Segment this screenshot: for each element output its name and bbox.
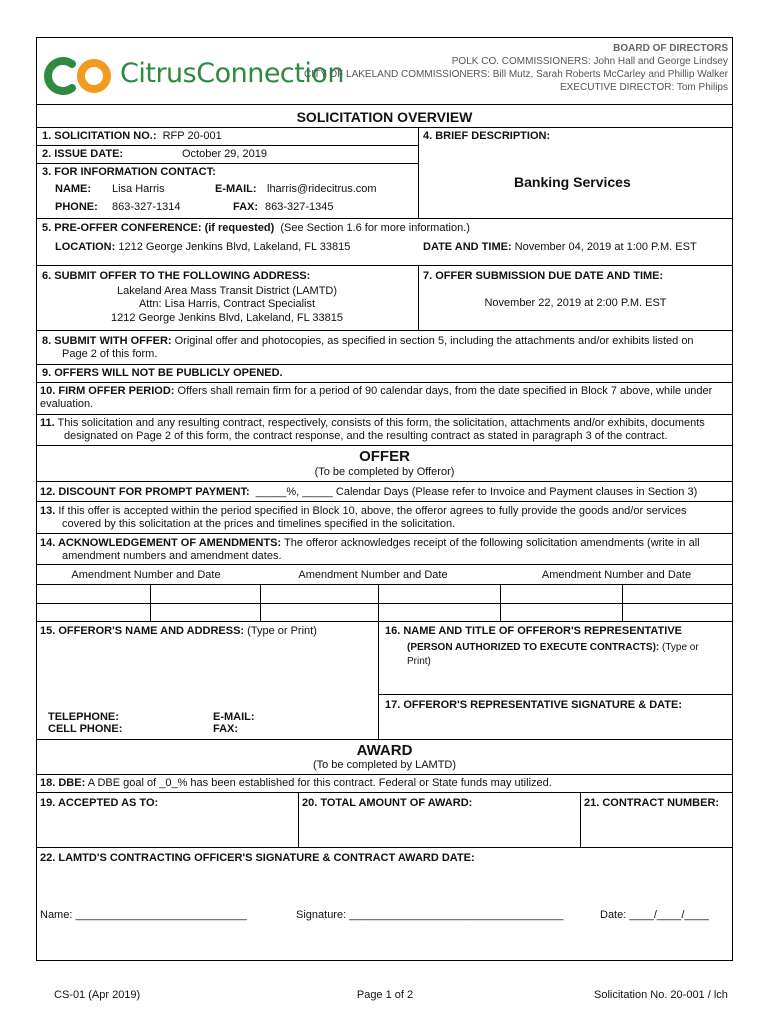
b16-note-2: Print) <box>407 656 431 667</box>
award-subtitle: (To be completed by LAMTD) <box>312 759 457 771</box>
representative-signature-field[interactable] <box>379 713 732 738</box>
issue-date: October 29, 2019 <box>182 148 268 160</box>
b6-line-3: 1212 George Jenkins Blvd, Lakeland, FL 33815 <box>111 312 343 324</box>
board-title: BOARD OF DIRECTORS <box>613 43 728 54</box>
brief-description: Banking Services <box>514 174 631 190</box>
offeror-email-label: E-MAIL: <box>213 711 255 723</box>
b8-label: 8. SUBMIT WITH OFFER: <box>42 335 172 347</box>
contact-phone-label: PHONE: <box>55 201 98 213</box>
offeror-fax-label: FAX: <box>213 723 239 735</box>
b4-label: 4. BRIEF DESCRIPTION: <box>423 130 551 142</box>
amend-header-3: Amendment Number and Date <box>541 569 692 581</box>
offeror-name-address-field[interactable] <box>37 640 377 695</box>
amendment-cell[interactable] <box>623 585 732 603</box>
offer-title: OFFER <box>359 448 410 465</box>
b15-label: 15. OFFEROR'S NAME AND ADDRESS: <box>40 625 245 637</box>
officer-name-line[interactable]: Name: ____________________________ <box>40 909 247 921</box>
contact-name-label: NAME: <box>55 183 92 195</box>
accepted-as-to-field[interactable] <box>37 812 297 846</box>
b1-label: 1. SOLICITATION NO.: <box>42 130 157 142</box>
b14-label: 14. ACKNOWLEDGEMENT OF AMENDMENTS: <box>40 537 282 549</box>
amendment-cell[interactable] <box>261 585 378 603</box>
b13-text-2: covered by this solicitation at the prices and timelines specified in the solicitation. <box>62 518 456 530</box>
b9-label: 9. OFFERS WILL NOT BE PUBLICLY OPENED. <box>42 367 283 379</box>
contact-fax-label: FAX: <box>233 201 259 213</box>
citrus-connection-logo-icon <box>42 56 114 96</box>
award-title: AWARD <box>356 742 413 759</box>
b20-label: 20. TOTAL AMOUNT OF AWARD: <box>302 797 473 809</box>
b19-label: 19. ACCEPTED AS TO: <box>40 797 159 809</box>
amendment-cell[interactable] <box>37 585 150 603</box>
b8-text-2: Page 2 of this form. <box>62 348 158 360</box>
contact-email[interactable]: lharris@ridecitrus.com <box>267 183 377 195</box>
b11-text-2: designated on Page 2 of this form, the contract response, and the resulting contract as stated in paragraph 3 of the contract. <box>64 430 668 442</box>
b22-label: 22. LAMTD'S CONTRACTING OFFICER'S SIGNATURE & CONTRACT AWARD DATE: <box>40 852 475 864</box>
amendment-cell[interactable] <box>379 585 500 603</box>
b5-label: 5. PRE-OFFER CONFERENCE: (if requested) <box>42 222 275 234</box>
location-value: 1212 George Jenkins Blvd, Lakeland, FL 33815 <box>118 241 351 253</box>
b11-label: 11. <box>40 417 55 429</box>
footer-solicitation-number: Solicitation No. 20-001 / lch <box>594 989 728 1001</box>
b6-line-1: Lakeland Area Mass Transit District (LAMTD) <box>116 285 338 297</box>
page-number: Page 1 of 2 <box>356 989 414 1001</box>
offer-subtitle: (To be completed by Offeror) <box>314 466 455 478</box>
b13-label: 13. <box>40 505 56 517</box>
b18-label: 18. DBE: <box>40 777 86 789</box>
b12-label: 12. DISCOUNT FOR PROMPT PAYMENT: <box>40 486 250 498</box>
solicitation-number: RFP 20-001 <box>162 130 222 142</box>
datetime-label: DATE AND TIME: <box>423 241 512 253</box>
form-id: CS-01 (Apr 2019) <box>54 989 141 1001</box>
b16-sub: (PERSON AUTHORIZED TO EXECUTE CONTRACTS): <box>407 642 660 653</box>
b11-text-1: This solicitation and any resulting contract, respectively, consists of this form, the solicitation, attachments and/or exhibits, documents <box>57 417 705 429</box>
b12-text[interactable]: _____%, _____ Calendar Days (Please refer to Invoice and Payment clauses in Section 3) <box>255 486 698 498</box>
brand-name: CitrusConnection <box>120 58 344 89</box>
board-line-3: EXECUTIVE DIRECTOR: Tom Philips <box>559 82 728 93</box>
cell-phone-label: CELL PHONE: <box>48 723 123 735</box>
b10-label: 10. FIRM OFFER PERIOD: <box>40 385 175 397</box>
contract-number-field[interactable] <box>581 812 732 846</box>
b8-text-1: Original offer and photocopies, as specified in section 5, including the attachments and/or exhibits listed on <box>174 335 694 347</box>
b7-label: 7. OFFER SUBMISSION DUE DATE AND TIME: <box>423 270 664 282</box>
total-award-field[interactable] <box>299 812 579 846</box>
b17-label: 17. OFFEROR'S REPRESENTATIVE SIGNATURE & DATE: <box>385 699 682 711</box>
amendment-cell[interactable] <box>501 585 622 603</box>
officer-signature-line[interactable]: Signature: ___________________________________ <box>296 909 564 921</box>
datetime-value: November 04, 2019 at 1:00 P.M. EST <box>514 241 697 253</box>
contact-fax: 863-327-1345 <box>265 201 334 213</box>
b14-text-1: The offeror acknowledges receipt of the following solicitation amendments (write in all <box>284 537 700 549</box>
board-line-2: CITY OF LAKELAND COMMISSIONERS: Bill Mutz, Sarah Roberts McCarley and Phillip Walker <box>303 69 728 80</box>
b15-note: (Type or Print) <box>247 625 317 637</box>
b16-note-1: (Type or <box>662 642 699 653</box>
b2-label: 2. ISSUE DATE: <box>42 148 124 160</box>
award-date-line[interactable]: Date: ____/____/____ <box>600 909 709 921</box>
b16-label: 16. NAME AND TITLE OF OFFEROR'S REPRESENTATIVE <box>385 625 682 637</box>
representative-name-field[interactable] <box>379 668 732 692</box>
b13-text-1: If this offer is accepted within the period specified in Block 10, above, the offeror agrees to fully provide the goods and/or services <box>58 505 687 517</box>
telephone-label: TELEPHONE: <box>48 711 119 723</box>
b6-label: 6. SUBMIT OFFER TO THE FOLLOWING ADDRESS: <box>42 270 311 282</box>
b5-note: (See Section 1.6 for more information.) <box>280 222 470 234</box>
contact-email-label: E-MAIL: <box>215 183 257 195</box>
location-label: LOCATION: <box>55 241 116 253</box>
amend-header-1: Amendment Number and Date <box>71 569 221 581</box>
contact-name: Lisa Harris <box>112 183 165 195</box>
b18-text: A DBE goal of _0_% has been established for this contract. Federal or State funds may utilized. <box>87 777 552 789</box>
b10-text-1: Offers shall remain firm for a period of 90 calendar days, from the date specified in Block 7 above, while under <box>177 385 713 397</box>
contact-phone: 863-327-1314 <box>112 201 181 213</box>
b3-label: 3. FOR INFORMATION CONTACT: <box>42 166 216 178</box>
due-date: November 22, 2019 at 2:00 P.M. EST <box>484 297 667 309</box>
board-line-1: POLK CO. COMMISSIONERS: John Hall and George Lindsey <box>451 56 728 67</box>
overview-title: SOLICITATION OVERVIEW <box>296 109 473 125</box>
amendment-cell[interactable] <box>151 585 260 603</box>
b14-text-2: amendment numbers and amendment dates. <box>62 550 282 562</box>
b10-text-2: evaluation. <box>40 398 94 410</box>
amend-header-2: Amendment Number and Date <box>298 569 448 581</box>
b6-line-2: Attn: Lisa Harris, Contract Specialist <box>138 298 316 310</box>
b21-label: 21. CONTRACT NUMBER: <box>584 797 720 809</box>
